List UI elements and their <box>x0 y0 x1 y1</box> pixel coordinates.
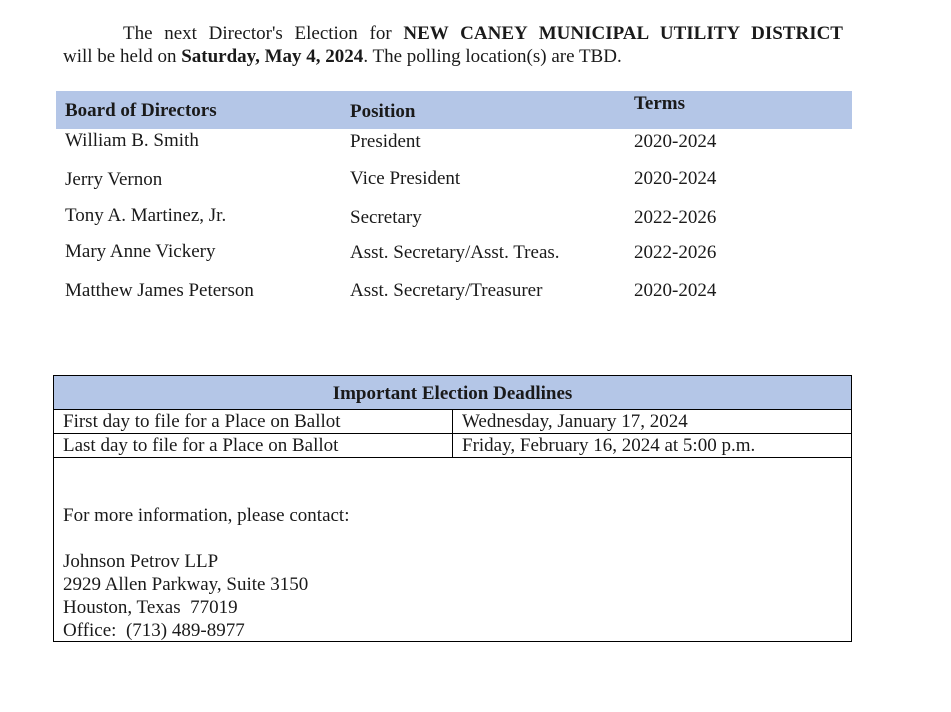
director-position: Vice President <box>350 168 461 189</box>
intro-text-3: . The polling location(s) are TBD. <box>363 46 622 67</box>
table-row <box>56 205 852 229</box>
director-position: Asst. Secretary/Treasurer <box>350 280 543 301</box>
deadline-value: Friday, February 16, 2024 at 5:00 p.m. <box>462 435 756 456</box>
director-name: Tony A. Martinez, Jr. <box>65 205 227 226</box>
column-divider <box>452 434 453 457</box>
director-term: 2022-2026 <box>634 207 717 228</box>
header-position: Position <box>350 101 416 122</box>
contact-address-2: Houston, Texas 77019 <box>63 597 238 618</box>
contact-phone: Office: (713) 489-8977 <box>63 620 245 641</box>
table-row <box>56 280 852 304</box>
director-term: 2020-2024 <box>634 131 717 152</box>
deadline-label: Last day to file for a Place on Ballot <box>63 435 339 456</box>
table-row <box>54 410 851 434</box>
director-name: Mary Anne Vickery <box>65 241 216 262</box>
contact-info <box>63 504 350 642</box>
director-term: 2022-2026 <box>634 242 717 263</box>
director-name: William B. Smith <box>65 130 199 151</box>
director-position: Asst. Secretary/Asst. Treas. <box>350 242 560 263</box>
director-position: President <box>350 131 421 152</box>
director-term: 2020-2024 <box>634 168 717 189</box>
header-board-of-directors: Board of Directors <box>65 100 217 121</box>
intro-line-1 <box>63 22 843 45</box>
director-position: Secretary <box>350 207 422 228</box>
contact-prompt: For more information, please contact: <box>63 505 350 526</box>
election-deadlines-table <box>53 375 852 642</box>
intro-text-2: will be held on <box>63 46 182 67</box>
election-date: Saturday, May 4, 2024 <box>181 46 364 67</box>
header-terms: Terms <box>634 93 686 114</box>
election-intro <box>63 22 843 68</box>
director-name: Matthew James Peterson <box>65 280 254 301</box>
deadlines-title: Important Election Deadlines <box>54 376 851 410</box>
contact-firm: Johnson Petrov LLP <box>63 551 219 572</box>
district-name: NEW CANEY MUNICIPAL UTILITY DISTRICT <box>403 23 843 44</box>
table-row <box>54 434 851 458</box>
board-table-header <box>56 91 852 129</box>
director-name: Jerry Vernon <box>65 169 163 190</box>
table-row <box>56 241 852 265</box>
table-row <box>56 169 852 193</box>
intro-text-1: The next Director's Election for <box>123 23 404 44</box>
intro-line-2 <box>63 45 843 68</box>
director-term: 2020-2024 <box>634 280 717 301</box>
deadline-label: First day to file for a Place on Ballot <box>63 411 341 432</box>
deadline-value: Wednesday, January 17, 2024 <box>462 411 688 432</box>
contact-address-1: 2929 Allen Parkway, Suite 3150 <box>63 574 309 595</box>
spacer <box>63 527 350 550</box>
column-divider <box>452 410 453 433</box>
table-row <box>56 130 852 154</box>
